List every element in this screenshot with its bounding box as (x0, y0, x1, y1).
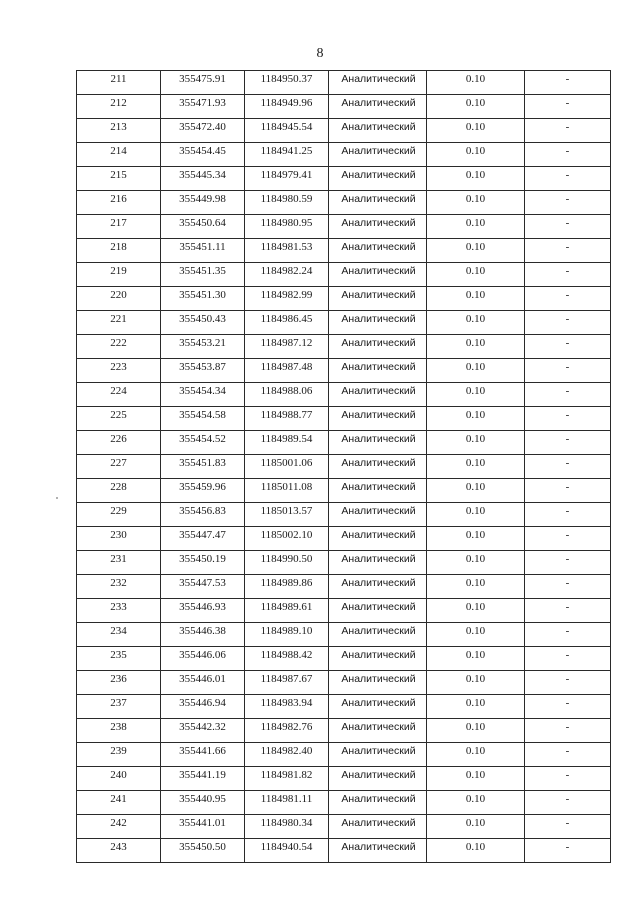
accuracy-cell: 0.10 (427, 311, 525, 335)
table-row (77, 623, 611, 647)
accuracy-cell: 0.10 (427, 719, 525, 743)
x-coordinate-cell: 355451.30 (161, 287, 245, 311)
method-cell: Аналитический (329, 575, 427, 599)
x-coordinate-cell: 355446.01 (161, 671, 245, 695)
accuracy-cell: 0.10 (427, 839, 525, 863)
table-row (77, 359, 611, 383)
accuracy-cell: 0.10 (427, 119, 525, 143)
description-cell: - (525, 575, 611, 599)
method-cell: Аналитический (329, 479, 427, 503)
x-coordinate-cell: 355454.34 (161, 383, 245, 407)
table-row (77, 647, 611, 671)
accuracy-cell: 0.10 (427, 335, 525, 359)
y-coordinate-cell: 1184988.77 (245, 407, 329, 431)
y-coordinate-cell: 1184981.82 (245, 767, 329, 791)
accuracy-cell: 0.10 (427, 191, 525, 215)
description-cell: - (525, 359, 611, 383)
y-coordinate-cell: 1184983.94 (245, 695, 329, 719)
method-cell: Аналитический (329, 143, 427, 167)
description-cell: - (525, 191, 611, 215)
accuracy-cell: 0.10 (427, 599, 525, 623)
y-coordinate-cell: 1184981.11 (245, 791, 329, 815)
y-coordinate-cell: 1184980.34 (245, 815, 329, 839)
method-cell: Аналитический (329, 719, 427, 743)
point-number-cell: 231 (77, 551, 161, 575)
method-cell: Аналитический (329, 95, 427, 119)
table-row (77, 815, 611, 839)
point-number-cell: 236 (77, 671, 161, 695)
point-number-cell: 214 (77, 143, 161, 167)
accuracy-cell: 0.10 (427, 431, 525, 455)
accuracy-cell: 0.10 (427, 575, 525, 599)
description-cell: - (525, 551, 611, 575)
description-cell: - (525, 479, 611, 503)
x-coordinate-cell: 355453.21 (161, 335, 245, 359)
y-coordinate-cell: 1184950.37 (245, 71, 329, 95)
table-row (77, 551, 611, 575)
description-cell: - (525, 71, 611, 95)
point-number-cell: 213 (77, 119, 161, 143)
table-row (77, 239, 611, 263)
x-coordinate-cell: 355440.95 (161, 791, 245, 815)
x-coordinate-cell: 355459.96 (161, 479, 245, 503)
y-coordinate-cell: 1184979.41 (245, 167, 329, 191)
description-cell: - (525, 719, 611, 743)
accuracy-cell: 0.10 (427, 455, 525, 479)
point-number-cell: 230 (77, 527, 161, 551)
description-cell: - (525, 119, 611, 143)
method-cell: Аналитический (329, 599, 427, 623)
table-row (77, 599, 611, 623)
description-cell: - (525, 383, 611, 407)
table-row (77, 575, 611, 599)
method-cell: Аналитический (329, 791, 427, 815)
table-row (77, 743, 611, 767)
accuracy-cell: 0.10 (427, 527, 525, 551)
description-cell: - (525, 287, 611, 311)
method-cell: Аналитический (329, 191, 427, 215)
table-row (77, 719, 611, 743)
method-cell: Аналитический (329, 215, 427, 239)
x-coordinate-cell: 355472.40 (161, 119, 245, 143)
point-number-cell: 237 (77, 695, 161, 719)
table-row (77, 95, 611, 119)
description-cell: - (525, 455, 611, 479)
table-row (77, 671, 611, 695)
table-row (77, 527, 611, 551)
x-coordinate-cell: 355442.32 (161, 719, 245, 743)
x-coordinate-cell: 355446.94 (161, 695, 245, 719)
point-number-cell: 215 (77, 167, 161, 191)
description-cell: - (525, 599, 611, 623)
y-coordinate-cell: 1184989.54 (245, 431, 329, 455)
y-coordinate-cell: 1184940.54 (245, 839, 329, 863)
description-cell: - (525, 767, 611, 791)
method-cell: Аналитический (329, 671, 427, 695)
accuracy-cell: 0.10 (427, 167, 525, 191)
x-coordinate-cell: 355451.35 (161, 263, 245, 287)
table-row (77, 119, 611, 143)
description-cell: - (525, 503, 611, 527)
y-coordinate-cell: 1184982.24 (245, 263, 329, 287)
method-cell: Аналитический (329, 407, 427, 431)
point-number-cell: 220 (77, 287, 161, 311)
method-cell: Аналитический (329, 743, 427, 767)
y-coordinate-cell: 1184989.86 (245, 575, 329, 599)
y-coordinate-cell: 1184949.96 (245, 95, 329, 119)
accuracy-cell: 0.10 (427, 551, 525, 575)
accuracy-cell: 0.10 (427, 671, 525, 695)
y-coordinate-cell: 1184988.06 (245, 383, 329, 407)
page-number: 8 (316, 46, 324, 61)
x-coordinate-cell: 355471.93 (161, 95, 245, 119)
description-cell: - (525, 239, 611, 263)
point-number-cell: 241 (77, 791, 161, 815)
point-number-cell: 232 (77, 575, 161, 599)
x-coordinate-cell: 355450.50 (161, 839, 245, 863)
point-number-cell: 212 (77, 95, 161, 119)
x-coordinate-cell: 355454.52 (161, 431, 245, 455)
table-row (77, 431, 611, 455)
table-row (77, 839, 611, 863)
table-row (77, 287, 611, 311)
accuracy-cell: 0.10 (427, 479, 525, 503)
point-number-cell: 233 (77, 599, 161, 623)
accuracy-cell: 0.10 (427, 407, 525, 431)
method-cell: Аналитический (329, 431, 427, 455)
table-row (77, 191, 611, 215)
accuracy-cell: 0.10 (427, 647, 525, 671)
description-cell: - (525, 95, 611, 119)
x-coordinate-cell: 355441.01 (161, 815, 245, 839)
method-cell: Аналитический (329, 119, 427, 143)
y-coordinate-cell: 1184982.99 (245, 287, 329, 311)
accuracy-cell: 0.10 (427, 767, 525, 791)
description-cell: - (525, 791, 611, 815)
x-coordinate-cell: 355441.19 (161, 767, 245, 791)
accuracy-cell: 0.10 (427, 695, 525, 719)
x-coordinate-cell: 355456.83 (161, 503, 245, 527)
point-number-cell: 238 (77, 719, 161, 743)
point-number-cell: 224 (77, 383, 161, 407)
method-cell: Аналитический (329, 527, 427, 551)
description-cell: - (525, 215, 611, 239)
point-number-cell: 218 (77, 239, 161, 263)
x-coordinate-cell: 355451.11 (161, 239, 245, 263)
method-cell: Аналитический (329, 503, 427, 527)
description-cell: - (525, 527, 611, 551)
table-row (77, 71, 611, 95)
method-cell: Аналитический (329, 311, 427, 335)
table-row (77, 383, 611, 407)
table-row (77, 311, 611, 335)
x-coordinate-cell: 355451.83 (161, 455, 245, 479)
x-coordinate-cell: 355450.43 (161, 311, 245, 335)
accuracy-cell: 0.10 (427, 263, 525, 287)
y-coordinate-cell: 1184987.48 (245, 359, 329, 383)
table-row (77, 335, 611, 359)
y-coordinate-cell: 1184982.76 (245, 719, 329, 743)
table-row (77, 263, 611, 287)
accuracy-cell: 0.10 (427, 287, 525, 311)
description-cell: - (525, 263, 611, 287)
x-coordinate-cell: 355450.19 (161, 551, 245, 575)
table-row (77, 455, 611, 479)
y-coordinate-cell: 1184945.54 (245, 119, 329, 143)
description-cell: - (525, 647, 611, 671)
y-coordinate-cell: 1185013.57 (245, 503, 329, 527)
method-cell: Аналитический (329, 263, 427, 287)
x-coordinate-cell: 355450.64 (161, 215, 245, 239)
description-cell: - (525, 743, 611, 767)
method-cell: Аналитический (329, 359, 427, 383)
accuracy-cell: 0.10 (427, 215, 525, 239)
method-cell: Аналитический (329, 839, 427, 863)
x-coordinate-cell: 355453.87 (161, 359, 245, 383)
method-cell: Аналитический (329, 623, 427, 647)
description-cell: - (525, 143, 611, 167)
method-cell: Аналитический (329, 335, 427, 359)
method-cell: Аналитический (329, 167, 427, 191)
accuracy-cell: 0.10 (427, 503, 525, 527)
y-coordinate-cell: 1184987.67 (245, 671, 329, 695)
method-cell: Аналитический (329, 71, 427, 95)
table-row (77, 143, 611, 167)
table-row (77, 167, 611, 191)
x-coordinate-cell: 355447.47 (161, 527, 245, 551)
accuracy-cell: 0.10 (427, 815, 525, 839)
y-coordinate-cell: 1184981.53 (245, 239, 329, 263)
accuracy-cell: 0.10 (427, 239, 525, 263)
point-number-cell: 234 (77, 623, 161, 647)
y-coordinate-cell: 1184980.95 (245, 215, 329, 239)
method-cell: Аналитический (329, 767, 427, 791)
description-cell: - (525, 839, 611, 863)
x-coordinate-cell: 355446.38 (161, 623, 245, 647)
point-number-cell: 243 (77, 839, 161, 863)
point-number-cell: 227 (77, 455, 161, 479)
y-coordinate-cell: 1184989.10 (245, 623, 329, 647)
y-coordinate-cell: 1185011.08 (245, 479, 329, 503)
y-coordinate-cell: 1184990.50 (245, 551, 329, 575)
scan-speck (56, 497, 58, 499)
table-row (77, 407, 611, 431)
accuracy-cell: 0.10 (427, 359, 525, 383)
accuracy-cell: 0.10 (427, 143, 525, 167)
description-cell: - (525, 167, 611, 191)
method-cell: Аналитический (329, 455, 427, 479)
point-number-cell: 211 (77, 71, 161, 95)
x-coordinate-cell: 355454.45 (161, 143, 245, 167)
point-number-cell: 235 (77, 647, 161, 671)
point-number-cell: 242 (77, 815, 161, 839)
point-number-cell: 221 (77, 311, 161, 335)
x-coordinate-cell: 355446.93 (161, 599, 245, 623)
table-row (77, 503, 611, 527)
method-cell: Аналитический (329, 287, 427, 311)
accuracy-cell: 0.10 (427, 623, 525, 647)
x-coordinate-cell: 355475.91 (161, 71, 245, 95)
table-row (77, 215, 611, 239)
description-cell: - (525, 623, 611, 647)
accuracy-cell: 0.10 (427, 95, 525, 119)
point-number-cell: 229 (77, 503, 161, 527)
description-cell: - (525, 431, 611, 455)
table-row (77, 479, 611, 503)
method-cell: Аналитический (329, 815, 427, 839)
y-coordinate-cell: 1184986.45 (245, 311, 329, 335)
point-number-cell: 219 (77, 263, 161, 287)
x-coordinate-cell: 355449.98 (161, 191, 245, 215)
description-cell: - (525, 815, 611, 839)
x-coordinate-cell: 355447.53 (161, 575, 245, 599)
accuracy-cell: 0.10 (427, 743, 525, 767)
description-cell: - (525, 311, 611, 335)
table-row (77, 695, 611, 719)
point-number-cell: 226 (77, 431, 161, 455)
method-cell: Аналитический (329, 695, 427, 719)
description-cell: - (525, 671, 611, 695)
description-cell: - (525, 335, 611, 359)
point-number-cell: 217 (77, 215, 161, 239)
y-coordinate-cell: 1185002.10 (245, 527, 329, 551)
point-number-cell: 228 (77, 479, 161, 503)
y-coordinate-cell: 1184988.42 (245, 647, 329, 671)
table-row (77, 791, 611, 815)
y-coordinate-cell: 1184989.61 (245, 599, 329, 623)
x-coordinate-cell: 355446.06 (161, 647, 245, 671)
point-number-cell: 223 (77, 359, 161, 383)
x-coordinate-cell: 355445.34 (161, 167, 245, 191)
method-cell: Аналитический (329, 551, 427, 575)
description-cell: - (525, 695, 611, 719)
accuracy-cell: 0.10 (427, 791, 525, 815)
table-row (77, 767, 611, 791)
point-number-cell: 216 (77, 191, 161, 215)
y-coordinate-cell: 1185001.06 (245, 455, 329, 479)
table-body (77, 71, 611, 863)
point-number-cell: 225 (77, 407, 161, 431)
point-number-cell: 239 (77, 743, 161, 767)
coordinates-table (76, 70, 611, 863)
method-cell: Аналитический (329, 383, 427, 407)
description-cell: - (525, 407, 611, 431)
x-coordinate-cell: 355454.58 (161, 407, 245, 431)
accuracy-cell: 0.10 (427, 383, 525, 407)
point-number-cell: 222 (77, 335, 161, 359)
x-coordinate-cell: 355441.66 (161, 743, 245, 767)
y-coordinate-cell: 1184982.40 (245, 743, 329, 767)
y-coordinate-cell: 1184980.59 (245, 191, 329, 215)
method-cell: Аналитический (329, 239, 427, 263)
y-coordinate-cell: 1184987.12 (245, 335, 329, 359)
y-coordinate-cell: 1184941.25 (245, 143, 329, 167)
accuracy-cell: 0.10 (427, 71, 525, 95)
method-cell: Аналитический (329, 647, 427, 671)
point-number-cell: 240 (77, 767, 161, 791)
